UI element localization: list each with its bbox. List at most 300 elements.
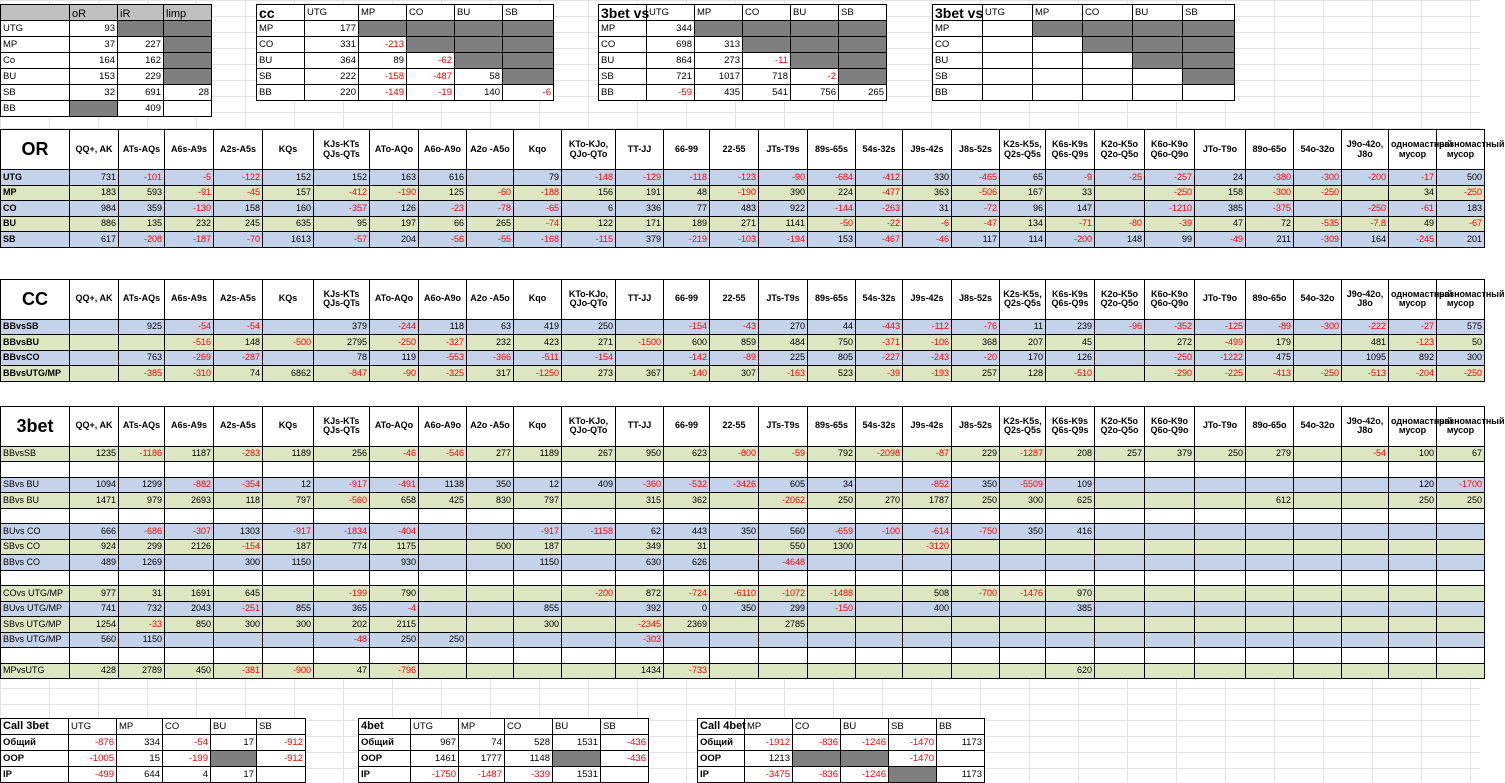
column-header[interactable]: UTG [411,719,459,735]
cell[interactable] [903,648,952,664]
cell[interactable] [1145,477,1195,493]
cell[interactable]: 12 [514,477,562,493]
cell[interactable]: 37 [70,37,118,53]
cell[interactable]: 167 [1000,185,1046,201]
cell[interactable]: -290 [1145,366,1195,382]
hand-range-header[interactable]: TT-JJ [616,279,664,319]
cell[interactable]: 644 [117,767,163,783]
cell[interactable]: -43 [710,319,759,335]
cell[interactable] [1145,632,1195,648]
cell[interactable] [616,350,664,366]
column-header[interactable]: CO [1083,5,1133,21]
cell[interactable]: 164 [70,53,118,69]
column-header[interactable]: CO [407,5,455,21]
cell[interactable] [759,632,808,648]
cell[interactable]: 1175 [370,539,419,555]
cell[interactable]: -47 [952,216,1000,232]
cell[interactable] [1000,570,1046,586]
cell[interactable]: -1470 [889,751,937,767]
cell[interactable]: 2795 [314,335,370,351]
cell[interactable]: 257 [1095,446,1145,462]
cell[interactable]: -5509 [1000,477,1046,493]
cell[interactable] [841,751,889,767]
cell[interactable]: 605 [759,477,808,493]
cell[interactable] [1095,508,1145,524]
cell[interactable]: 575 [1437,319,1485,335]
cell[interactable] [710,617,759,633]
cell[interactable]: -213 [359,37,407,53]
hand-range-header[interactable]: K6s-K9s Q6s-Q9s [1046,406,1095,446]
cell[interactable] [759,508,808,524]
hand-range-header[interactable]: 66-99 [664,406,710,446]
cell[interactable]: -142 [664,350,710,366]
cell[interactable]: -371 [856,335,903,351]
cell[interactable] [1195,586,1246,602]
cell[interactable] [503,21,554,37]
cell[interactable] [664,462,710,478]
cell[interactable] [1246,617,1294,633]
hand-range-header[interactable]: JTo-T9o [1195,130,1246,170]
cell[interactable]: 229 [952,446,1000,462]
cell[interactable] [1246,555,1294,571]
cell[interactable]: -9 [1046,170,1095,186]
cell[interactable]: -103 [710,232,759,248]
cell[interactable]: -5 [165,170,214,186]
cell[interactable]: -354 [214,477,263,493]
cell[interactable]: -1222 [1195,350,1246,366]
cell[interactable]: 120 [1389,477,1437,493]
cell[interactable] [1000,601,1046,617]
cell[interactable]: 239 [1046,319,1095,335]
hand-range-header[interactable]: одномастный мусор [1389,130,1437,170]
cell[interactable] [1046,632,1095,648]
column-header[interactable]: CO [743,5,791,21]
cell[interactable]: 191 [616,185,664,201]
cell[interactable] [118,21,164,37]
cell[interactable]: 1213 [745,751,793,767]
cell[interactable] [1095,201,1145,217]
cell[interactable] [263,570,314,586]
cell[interactable]: 379 [1145,446,1195,462]
cell[interactable]: 362 [664,493,710,509]
hand-range-header[interactable]: ATo-AQo [370,406,419,446]
cell[interactable]: 189 [664,216,710,232]
cell[interactable]: 158 [214,201,263,217]
row-label[interactable]: BU [933,53,983,69]
cell[interactable]: 6 [562,201,616,217]
row-label[interactable]: MP [257,21,305,37]
cell[interactable] [856,462,903,478]
cell[interactable] [1145,539,1195,555]
cell[interactable]: 48 [664,185,710,201]
cell[interactable] [370,462,419,478]
cell[interactable]: 2693 [165,493,214,509]
cell[interactable]: -300 [1294,319,1342,335]
cell[interactable] [370,570,419,586]
cell[interactable] [839,37,887,53]
cell[interactable]: -412 [314,185,370,201]
cell[interactable]: -250 [1294,366,1342,382]
cell[interactable]: -1005 [69,751,117,767]
cell[interactable]: -27 [1389,319,1437,335]
cell[interactable] [70,319,119,335]
cell[interactable]: 616 [419,170,467,186]
cell[interactable]: -325 [419,366,467,382]
cell[interactable]: 792 [808,446,856,462]
cell[interactable] [1437,462,1485,478]
cell[interactable] [1183,37,1235,53]
cell[interactable]: -847 [314,366,370,382]
cell[interactable] [514,663,562,679]
cell[interactable] [1246,462,1294,478]
cell[interactable] [562,663,616,679]
cell[interactable] [1342,663,1389,679]
cell[interactable]: -89 [710,350,759,366]
cell[interactable]: 67 [1437,446,1485,462]
cell[interactable]: -1287 [1000,446,1046,462]
cell[interactable]: 96 [1000,201,1046,217]
cell[interactable] [952,663,1000,679]
cell[interactable] [314,555,370,571]
hand-range-header[interactable]: Kqo [514,279,562,319]
cell[interactable] [562,632,616,648]
cell[interactable] [1389,586,1437,602]
hand-range-header[interactable]: A2s-A5s [214,406,263,446]
row-label[interactable]: COvs UTG/MP [1,586,70,602]
cell[interactable]: 250 [952,493,1000,509]
cell[interactable]: 1299 [119,477,165,493]
cell[interactable] [370,648,419,664]
cell[interactable]: 197 [370,216,419,232]
cell[interactable]: 300 [514,617,562,633]
cell[interactable]: 1461 [411,751,459,767]
cell[interactable]: -89 [1246,319,1294,335]
cell[interactable] [1195,663,1246,679]
cell[interactable]: -45 [214,185,263,201]
cell[interactable]: 979 [119,493,165,509]
hand-range-header[interactable]: TT-JJ [616,406,664,446]
cell[interactable]: 390 [759,185,808,201]
cell[interactable]: 128 [1000,366,1046,382]
cell[interactable]: -327 [419,335,467,351]
hand-range-header[interactable]: K6s-K9s Q6s-Q9s [1046,130,1095,170]
cell[interactable] [214,632,263,648]
cell[interactable]: -106 [903,335,952,351]
cell[interactable]: 790 [370,586,419,602]
cell[interactable]: 1787 [903,493,952,509]
row-label[interactable]: BU [1,69,70,85]
cell[interactable]: 208 [1046,446,1095,462]
cell[interactable] [808,570,856,586]
cell[interactable]: -4 [370,601,419,617]
cell[interactable]: -154 [562,350,616,366]
cell[interactable] [903,570,952,586]
cell[interactable] [1145,508,1195,524]
cell[interactable]: 170 [1000,350,1046,366]
hand-range-header[interactable]: JTs-T9s [759,279,808,319]
cell[interactable]: 50 [1437,335,1485,351]
hand-range-header[interactable]: A2o -A5o [467,406,514,446]
cell[interactable] [1246,508,1294,524]
cell[interactable]: 45 [1046,335,1095,351]
column-header[interactable]: oR [70,5,118,21]
cell[interactable]: -366 [467,350,514,366]
cell[interactable]: 12 [263,477,314,493]
cell[interactable] [1095,185,1145,201]
cell[interactable] [1294,648,1342,664]
hand-range-header[interactable]: A6s-A9s [165,406,214,446]
hand-range-header[interactable]: Kqo [514,130,562,170]
cell[interactable] [1342,493,1389,509]
cell[interactable]: -532 [664,477,710,493]
cell[interactable] [1389,524,1437,540]
cell[interactable]: -1487 [459,767,505,783]
cell[interactable]: 443 [664,524,710,540]
section-title[interactable]: OR [1,130,70,170]
cell[interactable]: 4 [163,767,211,783]
cell[interactable]: -163 [759,366,808,382]
cell[interactable] [710,632,759,648]
row-label[interactable]: CO [257,37,305,53]
cell[interactable] [1095,570,1145,586]
cell[interactable] [419,617,467,633]
cell[interactable]: -733 [664,663,710,679]
cell[interactable]: -1488 [808,586,856,602]
cell[interactable]: -614 [903,524,952,540]
cell[interactable] [257,767,306,783]
cell[interactable]: 118 [419,319,467,335]
cell[interactable]: 272 [1145,335,1195,351]
row-label[interactable]: SBvs BU [1,477,70,493]
cell[interactable]: 267 [562,446,616,462]
cell[interactable] [503,37,554,53]
hand-range-header[interactable]: KQs [263,279,314,319]
cell[interactable]: -546 [419,446,467,462]
cell[interactable]: -500 [263,335,314,351]
cell[interactable]: -54 [1342,446,1389,462]
cell[interactable]: 277 [467,446,514,462]
cell[interactable] [1389,617,1437,633]
cell[interactable]: 1303 [214,524,263,540]
cell[interactable]: -1470 [889,735,937,751]
cell[interactable]: 756 [791,85,839,101]
cell[interactable] [1195,493,1246,509]
cell[interactable]: -199 [163,751,211,767]
cell[interactable] [164,69,212,85]
cell[interactable] [1133,37,1183,53]
cell[interactable] [1294,601,1342,617]
column-header[interactable]: MP [745,719,793,735]
cell[interactable] [1195,648,1246,664]
cell[interactable] [467,601,514,617]
row-label[interactable]: Общий [698,735,745,751]
cell[interactable] [1145,524,1195,540]
cell[interactable]: 315 [616,493,664,509]
cell[interactable]: -852 [903,477,952,493]
cell[interactable] [70,101,118,117]
cell[interactable] [1000,508,1046,524]
cell[interactable]: 265 [467,216,514,232]
cell[interactable] [1046,648,1095,664]
cell[interactable]: -17 [1389,170,1437,186]
cell[interactable] [70,335,119,351]
cell[interactable] [1000,663,1046,679]
cell[interactable]: 350 [710,524,759,540]
cell[interactable]: -115 [562,232,616,248]
cell[interactable]: 365 [314,601,370,617]
cell[interactable]: 179 [1246,335,1294,351]
cell[interactable]: 805 [808,350,856,366]
cell[interactable] [1294,335,1342,351]
cell[interactable] [467,648,514,664]
row-label[interactable]: MP [599,21,647,37]
cell[interactable] [710,663,759,679]
cell[interactable] [616,648,664,664]
hand-range-header[interactable]: A6s-A9s [165,279,214,319]
column-header[interactable]: UTG [305,5,359,21]
section-title[interactable]: CC [1,279,70,319]
row-label[interactable]: IP [698,767,745,783]
row-label[interactable]: MPvsUTG [1,663,70,679]
cell[interactable]: 66 [419,216,467,232]
cell[interactable] [1000,462,1046,478]
cell[interactable] [601,767,649,783]
hand-range-header[interactable]: 89o-65o [1246,406,1294,446]
cell[interactable] [1095,493,1145,509]
cell[interactable] [419,570,467,586]
hand-range-header[interactable]: J9s-42s [903,406,952,446]
cell[interactable] [1195,570,1246,586]
cell[interactable]: 164 [1342,232,1389,248]
cell[interactable]: -412 [856,170,903,186]
cell[interactable]: -303 [616,632,664,648]
cell[interactable] [553,751,601,767]
row-label[interactable]: UTG [1,170,70,186]
cell[interactable] [1095,462,1145,478]
cell[interactable]: 970 [1046,586,1095,602]
cell[interactable]: 114 [1000,232,1046,248]
cell[interactable]: 300 [263,617,314,633]
cell[interactable]: -125 [1195,319,1246,335]
cell[interactable]: -385 [119,366,165,382]
cell[interactable]: -190 [370,185,419,201]
cell[interactable]: -917 [263,524,314,540]
cell[interactable]: 232 [165,216,214,232]
column-header[interactable]: BU [211,719,257,735]
cell[interactable] [1437,555,1485,571]
hand-range-header[interactable]: K6s-K9s Q6s-Q9s [1046,279,1095,319]
cell[interactable] [1095,617,1145,633]
cell[interactable]: -309 [1294,232,1342,248]
cell[interactable]: -65 [514,201,562,217]
cell[interactable] [1000,648,1046,664]
cell[interactable]: 721 [647,69,695,85]
cell[interactable]: -244 [370,319,419,335]
cell[interactable] [1342,648,1389,664]
cell[interactable] [263,586,314,602]
cell[interactable]: 774 [314,539,370,555]
cell[interactable] [710,539,759,555]
hand-range-header[interactable]: 54s-32s [856,130,903,170]
cell[interactable] [467,586,514,602]
cell[interactable]: 245 [214,216,263,232]
cell[interactable]: -300 [1294,170,1342,186]
cell[interactable]: 872 [616,586,664,602]
cell[interactable]: -684 [808,170,856,186]
cell[interactable] [952,601,1000,617]
cell[interactable]: 33 [1046,185,1095,201]
cell[interactable] [1000,539,1046,555]
row-label[interactable]: SB [599,69,647,85]
block-title[interactable]: 3bet vs [599,5,647,21]
cell[interactable] [119,462,165,478]
cell[interactable]: 541 [743,85,791,101]
cell[interactable]: -307 [165,524,214,540]
cell[interactable]: 58 [455,69,503,85]
row-label[interactable]: SB [1,232,70,248]
cell[interactable]: 273 [562,366,616,382]
cell[interactable]: -96 [1095,319,1145,335]
cell[interactable] [164,37,212,53]
cell[interactable] [1389,601,1437,617]
cell[interactable]: -199 [314,586,370,602]
cell[interactable] [937,751,985,767]
cell[interactable] [1195,508,1246,524]
cell[interactable] [1294,586,1342,602]
cell[interactable]: 250 [1437,493,1485,509]
cell[interactable] [664,648,710,664]
hand-range-header[interactable]: JTs-T9s [759,130,808,170]
row-label[interactable]: BBvsCO [1,350,70,366]
cell[interactable]: 1269 [119,555,165,571]
cell[interactable] [952,570,1000,586]
cell[interactable]: -300 [1246,185,1294,201]
column-header[interactable]: SB [601,719,649,735]
cell[interactable]: 160 [263,201,314,217]
cell[interactable]: -352 [1145,319,1195,335]
cell[interactable]: -1500 [616,335,664,351]
cell[interactable] [983,85,1033,101]
cell[interactable]: -54 [165,319,214,335]
hand-range-header[interactable]: A6o-A9o [419,130,467,170]
cell[interactable]: 560 [759,524,808,540]
hand-range-header[interactable]: K2o-K5o Q2o-Q5o [1095,130,1145,170]
cell[interactable] [514,586,562,602]
cell[interactable]: 336 [616,201,664,217]
cell[interactable]: 140 [455,85,503,101]
cell[interactable] [562,539,616,555]
block-title[interactable]: 4bet [359,719,411,735]
block-title[interactable]: Call 3bet [1,719,69,735]
hand-range-header[interactable]: QQ+, AK [70,406,119,446]
cell[interactable] [1437,617,1485,633]
cell[interactable] [214,462,263,478]
cell[interactable]: 74 [214,366,263,382]
cell[interactable] [1294,201,1342,217]
cell[interactable]: -257 [1145,170,1195,186]
cell[interactable] [1046,462,1095,478]
cell[interactable] [214,648,263,664]
cell[interactable]: 250 [1195,446,1246,462]
cell[interactable]: -2 [791,69,839,85]
cell[interactable]: 299 [759,601,808,617]
cell[interactable]: 250 [1389,493,1437,509]
cell[interactable] [1294,524,1342,540]
cell[interactable]: 508 [903,586,952,602]
hand-range-header[interactable]: 54o-32o [1294,279,1342,319]
cell[interactable] [1294,508,1342,524]
cell[interactable] [1083,85,1133,101]
